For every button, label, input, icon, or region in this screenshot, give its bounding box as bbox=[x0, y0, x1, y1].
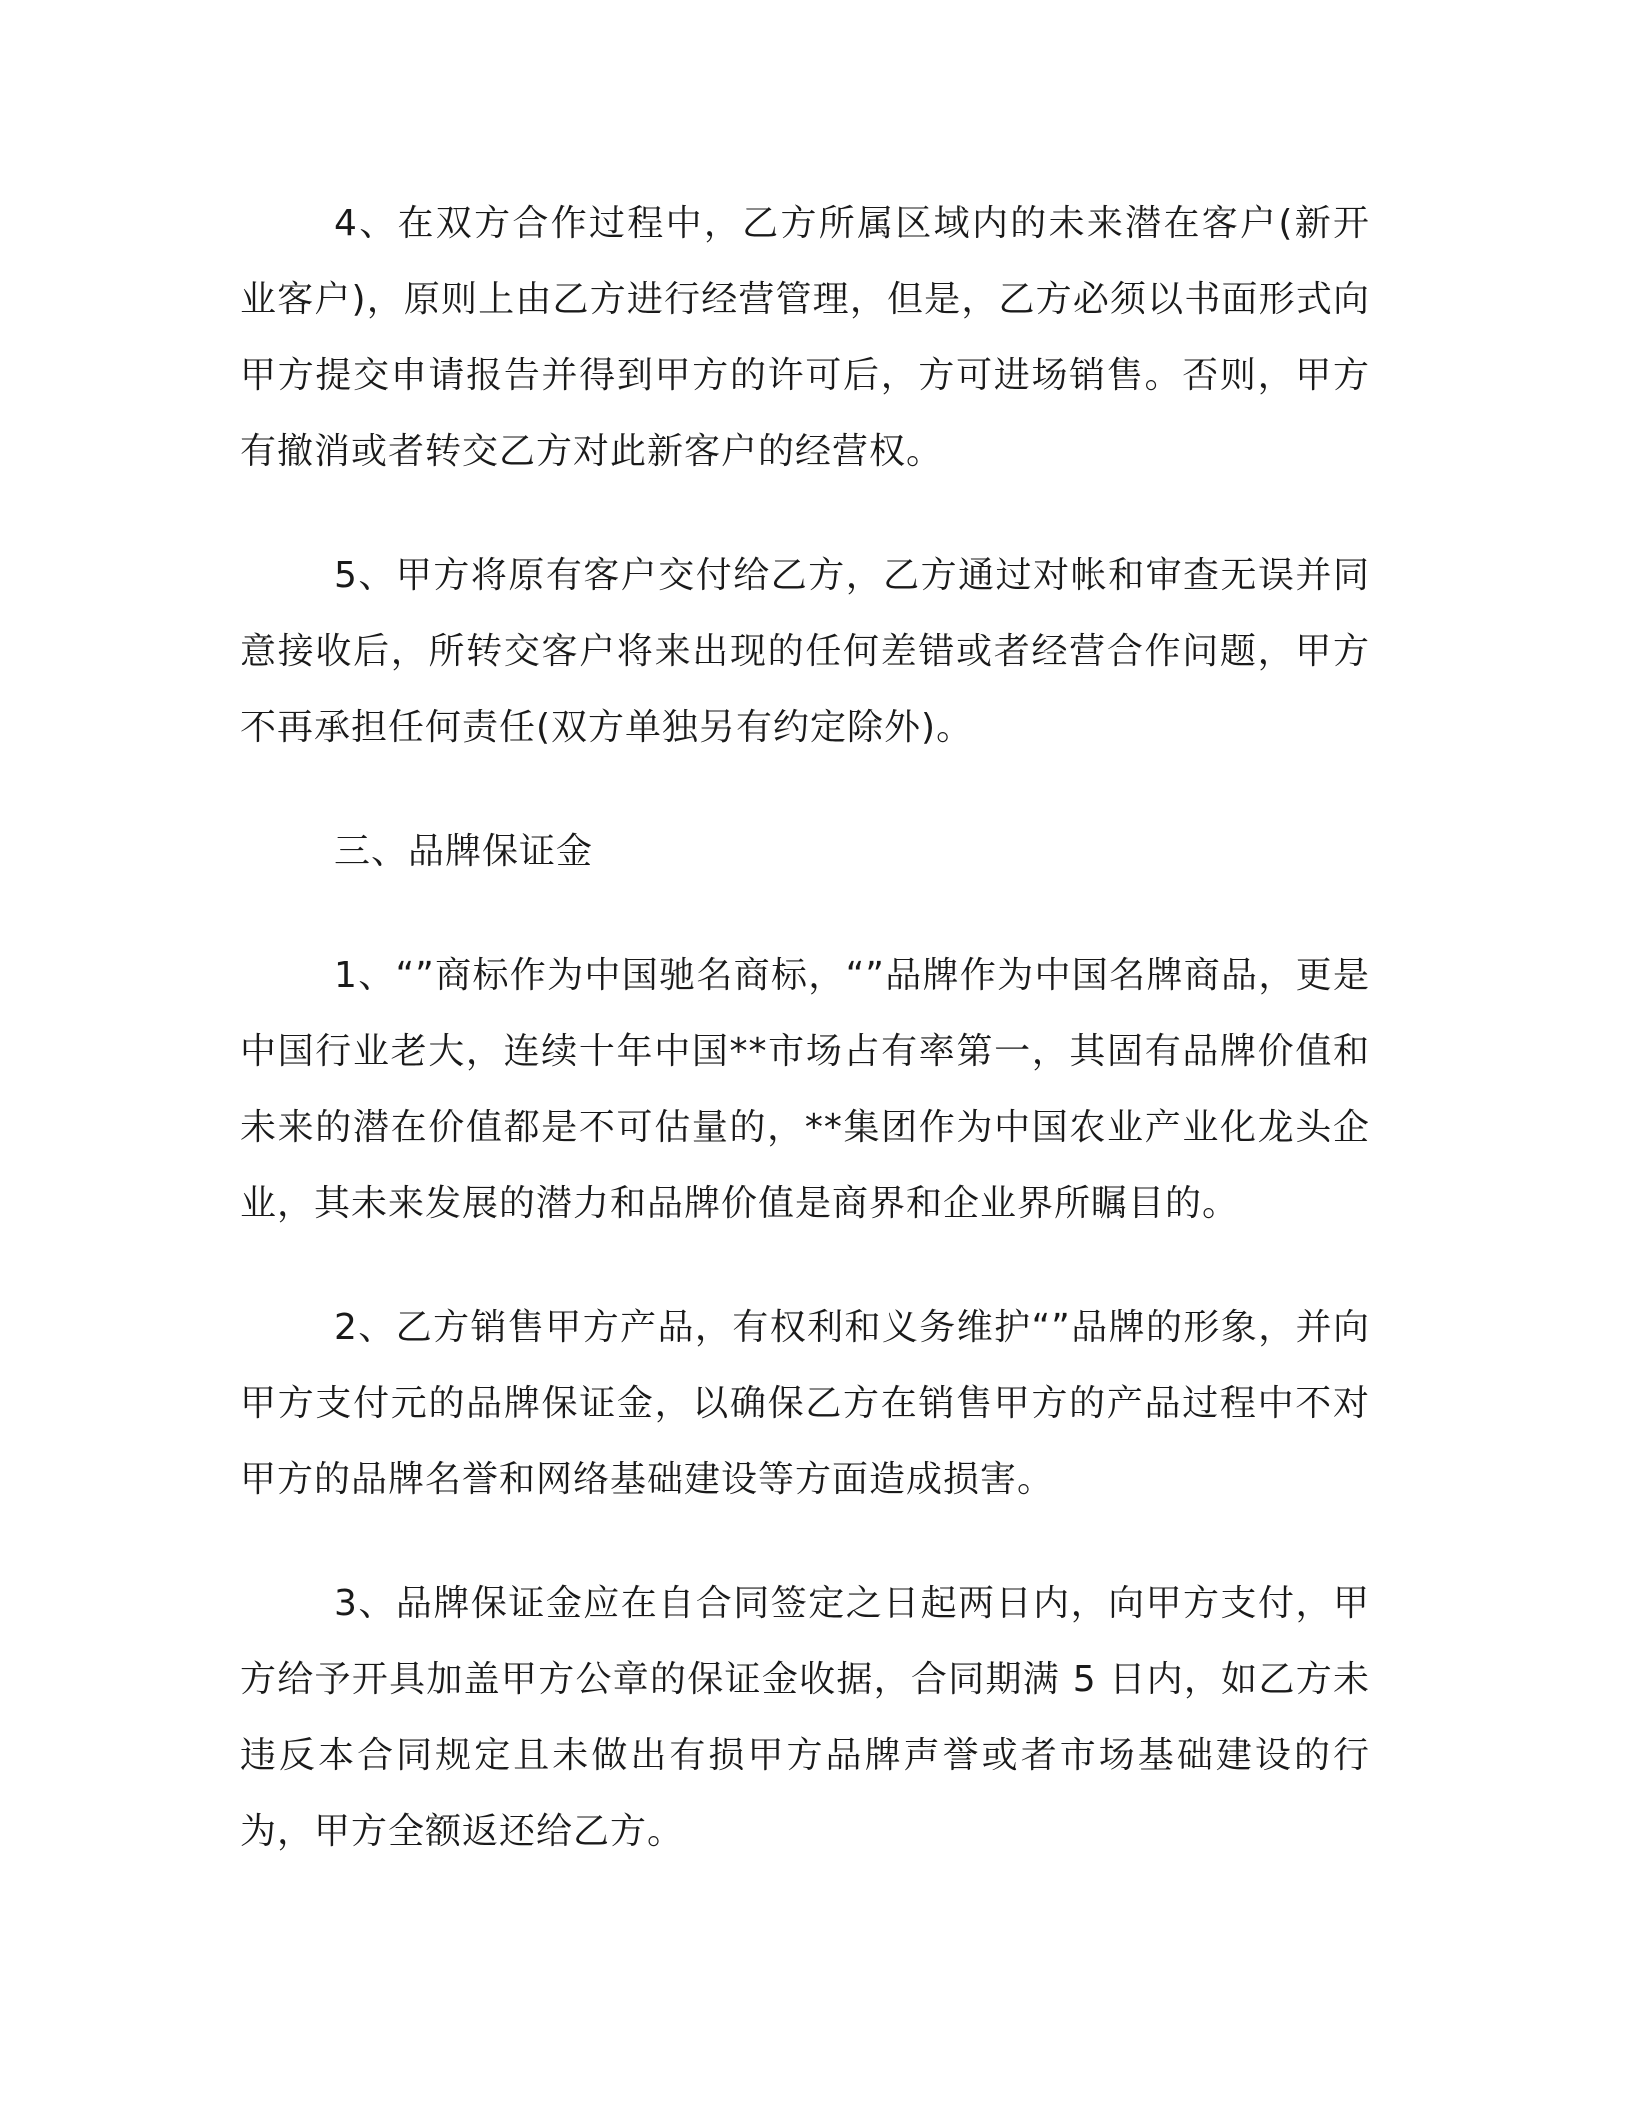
section-heading-brand-deposit: 三、品牌保证金 bbox=[334, 831, 594, 872]
brand-clause-3-paragraph: 3、品牌保证金应在自合同签定之日起两日内，向甲方支付，甲方给予开具加盖甲方公章的保证金收据，合同期满 5 日内，如乙方未违反本合同规定且未做出有损甲方品牌声誉或者市场基础建设的行为，甲方全额返还给乙方。 bbox=[240, 1583, 1370, 1852]
clause-5-paragraph: 5、甲方将原有客户交付给乙方，乙方通过对帐和审查无误并同意接收后，所转交客户将来出现的任何差错或者经营合作问题，甲方不再承担任何责任(双方单独另有约定除外)。 bbox=[240, 555, 1370, 748]
brand-clause-2-paragraph: 2、乙方销售甲方产品，有权利和义务维护“”品牌的形象，并向甲方支付元的品牌保证金，以确保乙方在销售甲方的产品过程中不对甲方的品牌名誉和网络基础建设等方面造成损害。 bbox=[240, 1307, 1370, 1500]
document-page bbox=[240, 186, 1370, 1918]
brand-clause-1-paragraph: 1、“”商标作为中国驰名商标，“”品牌作为中国名牌商品，更是中国行业老大，连续十年中国**市场占有率第一，其固有品牌价值和未来的潜在价值都是不可估量的，**集团作为中国农业产业化龙头企业，其未来发展的潜力和品牌价值是商界和企业界所瞩目的。 bbox=[240, 955, 1370, 1224]
clause-4-paragraph: 4、在双方合作过程中，乙方所属区域内的未来潜在客户(新开业客户)，原则上由乙方进行经营管理，但是，乙方必须以书面形式向甲方提交申请报告并得到甲方的许可后，方可进场销售。否则，甲方有撤消或者转交乙方对此新客户的经营权。 bbox=[240, 203, 1370, 472]
